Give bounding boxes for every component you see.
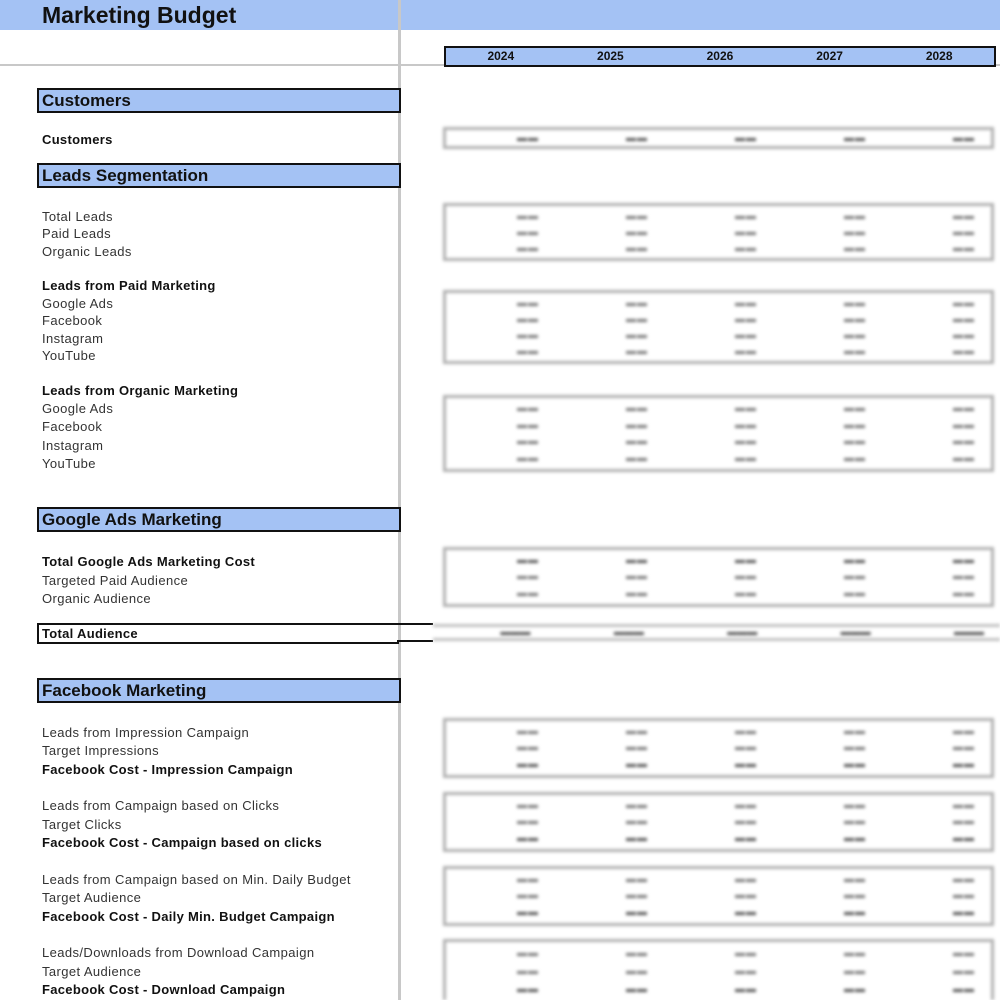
row-organic-facebook[interactable]: Facebook bbox=[42, 419, 103, 434]
year-2024[interactable]: 2024 bbox=[487, 49, 515, 63]
fb-impression-values-block[interactable]: ▬▬ ▬▬ ▬▬ ▬▬ ▬▬ ▬▬ ▬▬ ▬▬ ▬▬ ▬▬ ▬▬ ▬▬ ▬▬ ▬▬ ▬▬ bbox=[443, 718, 994, 778]
row-paid-marketing-header: Leads from Paid Marketing bbox=[42, 278, 216, 293]
paid-marketing-values-block[interactable]: ▬▬ ▬▬ ▬▬ ▬▬ ▬▬ ▬▬ ▬▬ ▬▬ ▬▬ ▬▬ ▬▬ ▬▬ ▬▬ ▬▬ ▬▬ ▬▬ ▬▬ ▬▬ ▬▬ ▬▬ bbox=[443, 290, 994, 364]
row-fb-cost-daily[interactable]: Facebook Cost - Daily Min. Budget Campaign bbox=[42, 909, 335, 924]
section-customers[interactable]: Customers bbox=[37, 88, 401, 113]
row-fb-cost-clicks[interactable]: Facebook Cost - Campaign based on clicks bbox=[42, 835, 323, 850]
column-divider bbox=[398, 0, 401, 1000]
row-fb-leads-daily[interactable]: Leads from Campaign based on Min. Daily Budget bbox=[42, 872, 351, 887]
year-2028[interactable]: 2028 bbox=[925, 49, 953, 63]
row-paid-instagram[interactable]: Instagram bbox=[42, 331, 104, 346]
total-audience-line-top bbox=[397, 623, 433, 625]
row-google-targeted[interactable]: Targeted Paid Audience bbox=[42, 573, 189, 588]
year-2026[interactable]: 2026 bbox=[706, 49, 734, 63]
row-fb-leads-impression[interactable]: Leads from Impression Campaign bbox=[42, 725, 250, 740]
row-paid-google[interactable]: Google Ads bbox=[42, 296, 114, 311]
row-paid-youtube[interactable]: YouTube bbox=[42, 348, 96, 363]
row-fb-target-impressions[interactable]: Target Impressions bbox=[42, 743, 160, 758]
row-paid-leads[interactable]: Paid Leads bbox=[42, 226, 112, 241]
row-organic-instagram[interactable]: Instagram bbox=[42, 438, 104, 453]
row-fb-target-clicks[interactable]: Target Clicks bbox=[42, 817, 122, 832]
row-fb-cost-download[interactable]: Facebook Cost - Download Campaign bbox=[42, 982, 286, 997]
row-fb-target-audience-download[interactable]: Target Audience bbox=[42, 964, 142, 979]
year-header-row bbox=[444, 46, 996, 67]
section-leads-segmentation[interactable]: Leads Segmentation bbox=[37, 163, 401, 188]
row-organic-google[interactable]: Google Ads bbox=[42, 401, 114, 416]
row-organic-marketing-header: Leads from Organic Marketing bbox=[42, 383, 239, 398]
total-audience-line-bottom bbox=[397, 640, 433, 642]
row-customers[interactable]: Customers bbox=[42, 132, 113, 147]
row-fb-leads-download[interactable]: Leads/Downloads from Download Campaign bbox=[42, 945, 315, 960]
fb-daily-values-block[interactable]: ▬▬ ▬▬ ▬▬ ▬▬ ▬▬ ▬▬ ▬▬ ▬▬ ▬▬ ▬▬ ▬▬ ▬▬ ▬▬ ▬▬ ▬▬ bbox=[443, 866, 994, 926]
year-2025[interactable]: 2025 bbox=[597, 49, 624, 63]
section-facebook[interactable]: Facebook Marketing bbox=[37, 678, 401, 703]
section-google-ads[interactable]: Google Ads Marketing bbox=[37, 507, 401, 532]
fb-download-values-block[interactable]: ▬▬ ▬▬ ▬▬ ▬▬ ▬▬ ▬▬ ▬▬ ▬▬ ▬▬ ▬▬ ▬▬ ▬▬ ▬▬ ▬▬ ▬▬ bbox=[443, 939, 994, 1000]
row-fb-leads-clicks[interactable]: Leads from Campaign based on Clicks bbox=[42, 798, 280, 813]
row-google-organic[interactable]: Organic Audience bbox=[42, 591, 152, 606]
row-google-total-cost[interactable]: Total Google Ads Marketing Cost bbox=[42, 554, 255, 569]
leads-values-block[interactable]: ▬▬ ▬▬ ▬▬ ▬▬ ▬▬ ▬▬ ▬▬ ▬▬ ▬▬ ▬▬ ▬▬ ▬▬ ▬▬ ▬▬ ▬▬ bbox=[443, 203, 994, 261]
google-ads-values-block[interactable]: ▬▬ ▬▬ ▬▬ ▬▬ ▬▬ ▬▬ ▬▬ ▬▬ ▬▬ ▬▬ ▬▬ ▬▬ ▬▬ ▬▬ ▬▬ bbox=[443, 547, 994, 607]
fb-clicks-values-block[interactable]: ▬▬ ▬▬ ▬▬ ▬▬ ▬▬ ▬▬ ▬▬ ▬▬ ▬▬ ▬▬ ▬▬ ▬▬ ▬▬ ▬▬ ▬▬ bbox=[443, 792, 994, 852]
row-organic-youtube[interactable]: YouTube bbox=[42, 456, 96, 471]
row-paid-facebook[interactable]: Facebook bbox=[42, 313, 103, 328]
row-fb-target-audience-daily[interactable]: Target Audience bbox=[42, 890, 142, 905]
row-organic-leads[interactable]: Organic Leads bbox=[42, 244, 132, 259]
total-audience-values[interactable]: ▬▬▬ ▬▬▬ ▬▬▬ ▬▬▬ ▬▬▬ bbox=[433, 624, 1000, 641]
year-2027[interactable]: 2027 bbox=[816, 49, 843, 63]
page-title: Marketing Budget bbox=[42, 2, 237, 28]
customers-values-block[interactable]: ▬▬ ▬▬ ▬▬ ▬▬ ▬▬ bbox=[443, 127, 994, 149]
row-total-audience[interactable]: Total Audience bbox=[42, 626, 138, 641]
row-fb-cost-impression[interactable]: Facebook Cost - Impression Campaign bbox=[42, 762, 294, 777]
organic-marketing-values-block[interactable]: ▬▬ ▬▬ ▬▬ ▬▬ ▬▬ ▬▬ ▬▬ ▬▬ ▬▬ ▬▬ ▬▬ ▬▬ ▬▬ ▬▬ ▬▬ ▬▬ ▬▬ ▬▬ ▬▬ ▬▬ bbox=[443, 395, 994, 472]
row-total-leads[interactable]: Total Leads bbox=[42, 209, 113, 224]
